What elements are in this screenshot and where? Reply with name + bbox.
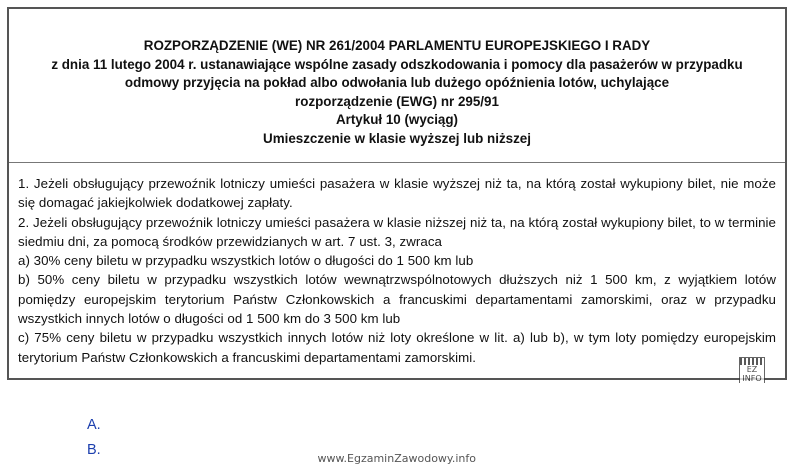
heading-title: ROZPORZĄDZENIE (WE) NR 261/2004 PARLAMENTU EUROPEJSKIEGO I RADY [143, 38, 651, 53]
answer-option-b[interactable]: B. [87, 442, 101, 458]
paragraph-2b: b) 50% ceny biletu w przypadku wszystkich lotów wewnątrzwspólnotowych dłuższych niż 1 500 km, z wyjątkiem lotów pomiędzy europejskim terytorium Państw Członkowskich a francuskimi departamentami zamorskimi, oraz w przypadku wszystkich innych lotów o długości od 1 500 km do 3 500 km lub [18, 272, 776, 327]
heading-divider [9, 162, 785, 163]
heading-repeal-line: rozporządzenie (EWG) nr 295/91 [295, 93, 499, 109]
heading-subject-line: odmowy przyjęcia na pokład albo odwołania lub dużego opóźnienia lotów, uchylające [124, 75, 670, 90]
badge-text: EZ INFO [740, 365, 764, 383]
regulation-document [7, 7, 787, 383]
document-body [18, 174, 776, 367]
heading-date-line: z dnia 11 lutego 2004 r. ustanawiające wspólne zasady odszkodowania i pomocy dla pasażerów w przypadku [51, 56, 743, 72]
ezinfo-badge-icon [739, 357, 765, 383]
document-heading [9, 37, 785, 148]
answer-option-a[interactable]: A. [87, 417, 101, 433]
site-watermark: www.EgzaminZawodowy.info [317, 452, 476, 465]
heading-article-title: Umieszczenie w klasie wyższej lub niższej [263, 130, 531, 146]
paragraph-2c: c) 75% ceny biletu w przypadku wszystkich innych lotów niż loty określone w lit. a) lub b), w tym loty pomiędzy europejskim terytorium Państw Członkowskich a francuskimi departamentami zamorskimi. [18, 330, 776, 365]
paragraph-2a: a) 30% ceny biletu w przypadku wszystkich lotów o długości do 1 500 km lub [18, 253, 474, 269]
paragraph-2: 2. Jeżeli obsługujący przewoźnik lotniczy umieści pasażera w klasie niższej niż ta, na którą został wykupiony bilet, to w terminie siedmiu dni, za pomocą środków przewidzianych w art. 7 ust. 3, zwraca [18, 214, 776, 249]
paragraph-1: 1. Jeżeli obsługujący przewoźnik lotniczy umieści pasażera w klasie wyższej niż ta, na którą został wykupiony bilet, nie może się domagać jakiejkolwiek dodatkowej zapłaty. [18, 176, 776, 211]
heading-article: Artykuł 10 (wyciąg) [335, 112, 459, 127]
